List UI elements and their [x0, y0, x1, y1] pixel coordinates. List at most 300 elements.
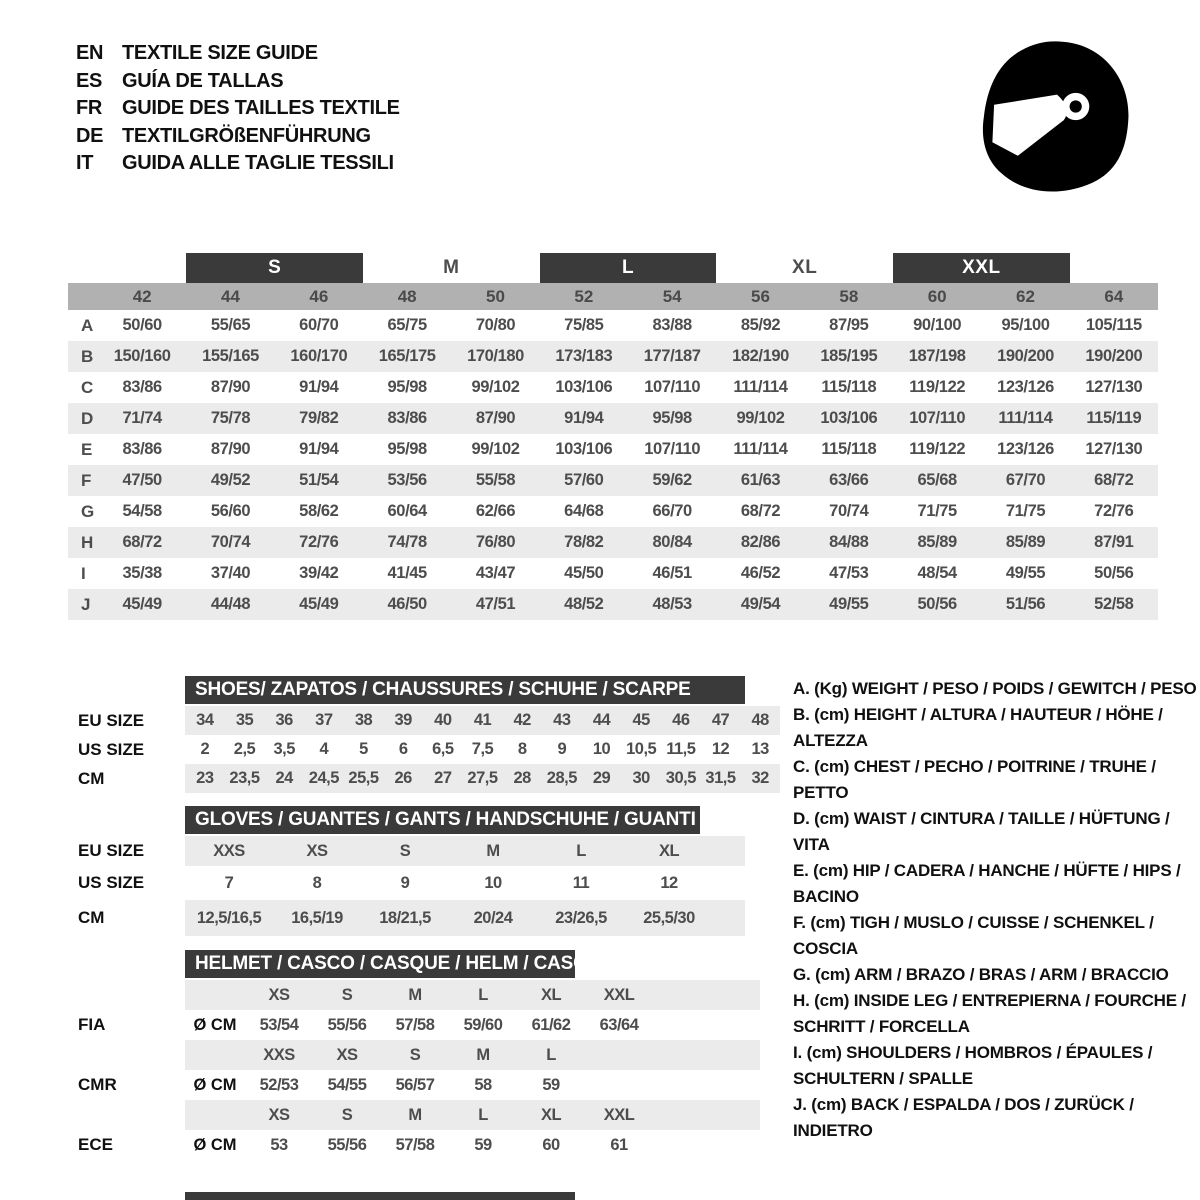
- measurement-value: 79/82: [299, 409, 339, 427]
- shoe-size-value: 47: [711, 711, 730, 729]
- measurement-value: 76/80: [475, 533, 516, 551]
- measurement-value: 85/89: [917, 533, 957, 551]
- table-row-J: [68, 589, 1158, 620]
- table-row-E: [68, 434, 1158, 465]
- shoe-size-value: 8: [517, 740, 527, 758]
- numeric-size: 42: [132, 286, 152, 306]
- table-row-C: [68, 372, 1158, 403]
- measurement-value: 49/52: [210, 471, 251, 489]
- shoe-size-value: 42: [513, 711, 531, 729]
- shoes-section-header: SHOES/ ZAPATOS / CHAUSSURES / SCHUHE / SCARPE: [185, 676, 745, 704]
- measurement-value: 48/52: [564, 595, 604, 613]
- helmet-row-content: [185, 1040, 760, 1070]
- measurement-value: 39/42: [299, 564, 339, 582]
- measurement-value: 87/90: [210, 378, 251, 396]
- row-letter: C: [81, 377, 94, 397]
- numeric-size: 54: [662, 286, 682, 306]
- measurement-value: 91/94: [299, 378, 339, 396]
- measurement-value: 68/72: [1094, 471, 1134, 489]
- measurement-value: 111/114: [998, 409, 1053, 427]
- shoe-size-value: 37: [315, 711, 333, 729]
- language-title: GUIDA ALLE TAGLIE TESSILI: [122, 152, 394, 174]
- table-row-D: [68, 403, 1158, 434]
- measurement-value: 123/126: [997, 440, 1054, 458]
- helmet-size-label: XS: [268, 1105, 290, 1124]
- glove-size-value: 12: [660, 873, 678, 892]
- helmet-size-value: 59: [542, 1075, 560, 1094]
- gloves-section-header: GLOVES / GUANTES / GANTS / HANDSCHUHE / GUANTI: [185, 806, 700, 834]
- shoe-size-value: 27,5: [467, 769, 498, 787]
- measurement-value: 85/92: [740, 316, 781, 334]
- legend-item: F. (cm) TIGH / MUSLO / CUISSE / SCHENKEL / COSCIA: [793, 913, 1154, 958]
- measurement-value: 182/190: [732, 347, 789, 365]
- shoe-size-value: 35: [235, 711, 254, 729]
- measurement-value: 99/102: [736, 409, 785, 427]
- measurement-value: 173/183: [555, 347, 613, 365]
- helmet-size-value: 61/62: [531, 1015, 571, 1034]
- language-title-list: [76, 40, 400, 178]
- glove-size-value: S: [399, 841, 411, 860]
- helmet-size-label: XXL: [603, 1105, 635, 1124]
- helmet-row-label: CMR: [78, 1075, 117, 1094]
- measurement-value: 187/198: [908, 347, 966, 365]
- helmet-size-value: 58: [474, 1075, 492, 1094]
- shoe-size-value: 28: [513, 769, 531, 787]
- measurement-value: 53/56: [387, 471, 427, 489]
- measurement-value: 170/180: [467, 347, 524, 365]
- racing-helmet-icon: [972, 30, 1142, 200]
- gloves-row-content: [185, 868, 745, 898]
- helmet-size-value: 52/53: [259, 1075, 299, 1094]
- helmet-size-value: 53/54: [259, 1015, 299, 1034]
- main-size-number-row: [68, 283, 1158, 310]
- shoe-size-value: 6,5: [432, 740, 454, 758]
- shoe-size-value: 7,5: [471, 740, 494, 758]
- shoe-size-value: 6: [398, 740, 408, 758]
- measurement-value: 75/85: [564, 316, 604, 334]
- shoe-size-value: 30,5: [665, 769, 696, 787]
- glove-size-value: 20/24: [473, 908, 513, 927]
- measurement-value: 190/200: [1085, 347, 1143, 365]
- measurement-value: 185/195: [820, 347, 878, 365]
- row-letter: A: [81, 315, 94, 335]
- helmet-size-label: L: [478, 1105, 488, 1124]
- shoe-size-value: 32: [751, 769, 769, 787]
- language-row: [76, 68, 400, 96]
- measurement-value: 70/74: [829, 502, 869, 520]
- measurement-value: 46/52: [740, 564, 781, 582]
- shoes-row-label: CM: [78, 768, 105, 788]
- language-code: IT: [76, 152, 94, 174]
- measurement-value: 84/88: [829, 533, 869, 551]
- main-size-group-row: [68, 253, 1158, 283]
- shoe-size-value: 10,5: [626, 740, 657, 758]
- shoe-size-value: 43: [553, 711, 571, 729]
- measurement-value: 45/49: [122, 595, 162, 613]
- measurement-value: 82/86: [740, 533, 781, 551]
- language-title: GUÍA DE TALLAS: [122, 69, 284, 92]
- measurement-value: 87/90: [475, 409, 516, 427]
- shoes-row-content: [185, 764, 780, 793]
- measurement-value: 56/60: [210, 502, 251, 520]
- helmet-size-value: 57/58: [395, 1015, 435, 1034]
- helmet-size-value: 55/56: [327, 1135, 367, 1154]
- glove-size-value: 7: [224, 873, 234, 892]
- helmet-size-label: XL: [540, 1105, 562, 1124]
- helmet-size-value: 59: [474, 1135, 492, 1154]
- glove-size-value: 23/26,5: [555, 908, 607, 927]
- helmet-size-label: L: [546, 1045, 556, 1064]
- shoe-size-value: 28,5: [546, 769, 577, 787]
- measurement-value: 61/63: [740, 471, 781, 489]
- language-title: GUIDE DES TAILLES TEXTILE: [122, 97, 400, 119]
- table-row-I: [68, 558, 1158, 589]
- glove-size-value: XXS: [213, 841, 245, 860]
- measurement-value: 105/115: [1085, 316, 1142, 334]
- shoe-size-value: 23: [196, 769, 214, 787]
- measurement-value: 127/130: [1085, 378, 1143, 396]
- measurement-value: 95/98: [387, 440, 427, 458]
- measurement-value: 95/100: [1001, 316, 1050, 334]
- numeric-size: 50: [486, 286, 505, 306]
- measurement-value: 165/175: [378, 347, 436, 365]
- measurement-value: 45/50: [564, 564, 604, 582]
- glove-size-value: 9: [400, 873, 410, 892]
- language-row: [76, 95, 400, 123]
- measurement-value: 47/50: [122, 471, 162, 489]
- measurement-value: 85/89: [1005, 533, 1046, 551]
- measurement-value: 71/75: [917, 502, 957, 520]
- measurement-value: 57/60: [564, 471, 604, 489]
- measurement-value: 99/102: [471, 440, 520, 458]
- measurement-value: 91/94: [564, 409, 604, 427]
- helmet-size-label: XXL: [603, 985, 635, 1004]
- gloves-row-label: EU SIZE: [78, 841, 145, 860]
- shoe-size-value: 45: [632, 711, 650, 729]
- legend-item: J. (cm) BACK / ESPALDA / DOS / ZURÜCK / INDIETRO: [793, 1095, 1134, 1140]
- measurement-value: 51/54: [299, 471, 339, 489]
- measurement-value: 115/118: [821, 378, 877, 396]
- helmet-row-label: FIA: [78, 1015, 106, 1034]
- helmet-size-label: M: [408, 1105, 422, 1124]
- language-code: ES: [76, 69, 103, 92]
- legend-item: A. (Kg) WEIGHT / PESO / POIDS / GEWITCH / PESO: [793, 679, 1197, 698]
- measurement-value: 111/114: [733, 378, 788, 396]
- helmet-size-value: 61: [610, 1135, 628, 1154]
- measurement-value: 46/51: [652, 564, 692, 582]
- shoe-size-value: 23,5: [229, 769, 260, 787]
- legend-item: D. (cm) WAIST / CINTURA / TAILLE / HÜFTUNG / VITA: [793, 809, 1170, 854]
- numeric-size: 58: [839, 286, 859, 306]
- measurement-value: 107/110: [644, 440, 701, 458]
- measurement-value: 190/200: [997, 347, 1054, 365]
- shoe-size-value: 24: [275, 769, 293, 787]
- shoe-size-value: 11,5: [666, 740, 696, 758]
- diameter-unit-label: Ø CM: [193, 1015, 237, 1034]
- helmet-row-content: [185, 980, 760, 1010]
- helmet-section-header: HELMET / CASCO / CASQUE / HELM / CASCO: [185, 950, 575, 978]
- row-letter: E: [81, 439, 93, 459]
- helmet-size-value: 55/56: [327, 1015, 367, 1034]
- size-group-XXL: XXL: [893, 253, 1070, 283]
- measurement-value: 83/86: [122, 440, 162, 458]
- shoe-size-value: 26: [394, 769, 412, 787]
- helmet-size-value: 59/60: [463, 1015, 503, 1034]
- measurement-value: 72/76: [1094, 502, 1134, 520]
- measurement-value: 67/70: [1005, 471, 1046, 489]
- helmet-size-label: M: [408, 985, 422, 1004]
- measurement-value: 74/78: [387, 533, 427, 551]
- row-letter: B: [81, 346, 94, 366]
- language-code: EN: [76, 42, 104, 64]
- measurement-value: 91/94: [299, 440, 339, 458]
- measurement-value: 58/62: [299, 502, 339, 520]
- legend-item: I. (cm) SHOULDERS / HOMBROS / ÉPAULES / SCHULTERN / SPALLE: [793, 1043, 1153, 1088]
- language-row: [76, 150, 400, 178]
- measurement-value: 150/160: [113, 347, 171, 365]
- table-row-H: [68, 527, 1158, 558]
- glove-size-value: 16,5/19: [291, 908, 343, 927]
- helmet-row-content: [185, 1100, 760, 1130]
- shoe-size-value: 12: [711, 740, 730, 758]
- shoe-size-value: 34: [196, 711, 214, 729]
- shoe-size-value: 40: [434, 711, 452, 729]
- measurement-value: 115/119: [1086, 409, 1142, 427]
- measurement-value: 41/45: [387, 564, 427, 582]
- helmet-size-label: XS: [336, 1045, 358, 1064]
- measurement-value: 60/70: [299, 316, 339, 334]
- measurement-value: 49/54: [740, 595, 781, 613]
- measurement-value: 71/74: [122, 409, 162, 427]
- measurement-value: 119/122: [909, 440, 966, 458]
- measurement-value: 95/98: [387, 378, 427, 396]
- measurement-value: 47/51: [475, 595, 516, 613]
- shoe-size-value: 29: [592, 769, 611, 787]
- shoes-row-content: [185, 735, 780, 764]
- shoe-size-value: 24,5: [308, 769, 339, 787]
- measurement-value: 70/74: [210, 533, 251, 551]
- shoes-row-content: [185, 706, 780, 735]
- shoe-size-value: 13: [751, 740, 769, 758]
- gloves-row-content: [185, 900, 745, 936]
- shoe-size-value: 25,5: [348, 769, 379, 787]
- size-group-M: M: [443, 257, 460, 278]
- helmet-size-value: 57/58: [395, 1135, 435, 1154]
- measurement-value: 115/118: [821, 440, 877, 458]
- measurement-value: 71/75: [1005, 502, 1046, 520]
- row-letter: H: [81, 532, 94, 552]
- shoe-size-value: 3,5: [273, 740, 295, 758]
- measurement-value: 55/65: [210, 316, 251, 334]
- helmet-size-value: 54/55: [327, 1075, 367, 1094]
- measurement-value: 35/38: [122, 564, 162, 582]
- shoes-row-label: EU SIZE: [78, 710, 145, 730]
- shoe-size-value: 38: [354, 711, 373, 729]
- helmet-row-content: [185, 1070, 760, 1100]
- shoe-size-value: 2: [200, 740, 210, 758]
- measurement-value: 72/76: [299, 533, 339, 551]
- helmet-size-value: 53: [270, 1135, 288, 1154]
- spacer-cell: [185, 1040, 245, 1070]
- measurement-value: 50/56: [917, 595, 957, 613]
- measurement-value: 68/72: [740, 502, 781, 520]
- measurement-value: 127/130: [1085, 440, 1143, 458]
- measurement-value: 95/98: [652, 409, 692, 427]
- legend-item: H. (cm) INSIDE LEG / ENTREPIERNA / FOURCHE / SCHRITT / FORCELLA: [793, 991, 1186, 1036]
- helmet-size-value: 60: [542, 1135, 560, 1154]
- spacer-cell: [185, 1100, 245, 1130]
- legend-item: G. (cm) ARM / BRAZO / BRAS / ARM / BRACCIO: [793, 965, 1169, 984]
- shoe-size-value: 4: [319, 740, 329, 758]
- measurement-value: 51/56: [1005, 595, 1046, 613]
- measurement-value: 177/187: [643, 347, 701, 365]
- numeric-size: 46: [309, 286, 329, 306]
- helmet-size-label: XXS: [263, 1045, 295, 1064]
- measurement-value: 78/82: [564, 533, 604, 551]
- glove-size-value: L: [576, 841, 586, 860]
- language-title: TEXTILE SIZE GUIDE: [122, 42, 318, 64]
- spacer-cell: [185, 980, 245, 1010]
- measurement-value: 59/62: [652, 471, 692, 489]
- measurement-value: 60/64: [387, 502, 427, 520]
- shoes-row-label: US SIZE: [78, 739, 145, 759]
- measurement-value: 103/106: [555, 378, 613, 396]
- measurement-value: 54/58: [122, 502, 162, 520]
- measurement-value: 45/49: [299, 595, 339, 613]
- shoe-size-value: 5: [359, 740, 368, 758]
- measurement-value: 107/110: [909, 409, 966, 427]
- glove-size-value: 10: [484, 873, 502, 892]
- shoe-size-value: 41: [473, 711, 492, 729]
- measurement-value: 66/70: [652, 502, 692, 520]
- measurement-value: 155/165: [202, 347, 259, 365]
- measurement-value: 55/58: [475, 471, 516, 489]
- shoe-size-value: 27: [434, 769, 452, 787]
- legend-item: C. (cm) CHEST / PECHO / POITRINE / TRUHE / PETTO: [793, 757, 1156, 802]
- row-letter: J: [81, 594, 91, 614]
- helmet-size-value: 56/57: [395, 1075, 435, 1094]
- numeric-size: 64: [1104, 286, 1124, 306]
- measurement-value: 62/66: [475, 502, 516, 520]
- measurement-value: 111/114: [733, 440, 788, 458]
- glove-size-value: 12,5/16,5: [196, 908, 262, 927]
- measurement-value: 83/86: [122, 378, 162, 396]
- numeric-size: 52: [574, 286, 594, 306]
- shoe-size-value: 2,5: [233, 740, 256, 758]
- glove-size-value: 8: [312, 873, 322, 892]
- numeric-size: 44: [221, 286, 240, 306]
- corner-cell: [68, 283, 98, 310]
- helmet-row-content: [185, 1010, 760, 1040]
- measurement-value: 49/55: [829, 595, 869, 613]
- measurement-value: 46/50: [387, 595, 427, 613]
- numeric-size: 62: [1016, 286, 1035, 306]
- legend-item: B. (cm) HEIGHT / ALTURA / HAUTEUR / HÖHE / ALTEZZA: [793, 705, 1163, 750]
- helmet-row-label: ECE: [78, 1135, 113, 1154]
- measurement-value: 65/75: [387, 316, 427, 334]
- glove-size-value: XS: [306, 841, 328, 860]
- measurement-value: 87/95: [829, 316, 869, 334]
- measurement-value: 49/55: [1005, 564, 1046, 582]
- row-letter: F: [81, 470, 92, 490]
- shoe-size-value: 44: [592, 711, 611, 729]
- glove-size-value: 18/21,5: [379, 908, 431, 927]
- language-row: [76, 40, 400, 68]
- measurement-value: 52/58: [1094, 595, 1134, 613]
- measurement-value: 103/106: [555, 440, 613, 458]
- gloves-row-content: [185, 836, 745, 866]
- helmet-size-value: 63/64: [599, 1015, 639, 1034]
- measurement-value: 48/54: [917, 564, 957, 582]
- table-row-F: [68, 465, 1158, 496]
- helmet-row-content: [185, 1130, 760, 1160]
- measurement-value: 70/80: [475, 316, 516, 334]
- legend-item: E. (cm) HIP / CADERA / HANCHE / HÜFTE / HIPS / BACINO: [793, 861, 1181, 906]
- diameter-unit-label: Ø CM: [193, 1135, 237, 1154]
- glove-size-value: M: [486, 841, 500, 860]
- glove-size-value: 11: [572, 873, 590, 892]
- language-row: [76, 123, 400, 151]
- shoe-size-value: 36: [275, 711, 293, 729]
- measurement-value: 119/122: [909, 378, 966, 396]
- measurement-value: 48/53: [652, 595, 692, 613]
- helmet-size-label: XS: [268, 985, 290, 1004]
- row-letter: G: [81, 501, 95, 521]
- helmet-size-label: S: [409, 1045, 421, 1064]
- shoe-size-value: 30: [632, 769, 650, 787]
- measurement-value: 50/56: [1094, 564, 1134, 582]
- helmet-size-label: M: [476, 1045, 490, 1064]
- size-group-L: L: [540, 253, 717, 283]
- numeric-size: 48: [397, 286, 417, 306]
- size-group-XL: XL: [792, 257, 818, 278]
- measurement-value: 80/84: [652, 533, 692, 551]
- table-row-A: [68, 310, 1158, 341]
- language-code: FR: [76, 97, 103, 119]
- shoe-size-value: 39: [394, 711, 412, 729]
- measurement-value: 83/86: [387, 409, 427, 427]
- measurement-value: 43/47: [475, 564, 516, 582]
- numeric-size: 60: [927, 286, 947, 306]
- table-row-G: [68, 496, 1158, 527]
- row-letter: I: [81, 563, 86, 583]
- language-code: DE: [76, 124, 104, 147]
- diameter-unit-label: Ø CM: [193, 1075, 237, 1094]
- measurement-value: 160/170: [290, 347, 348, 365]
- measurement-value: 47/53: [829, 564, 869, 582]
- measurement-value: 50/60: [122, 316, 162, 334]
- gloves-row-label: CM: [78, 908, 105, 927]
- helmet-size-label: XL: [540, 985, 562, 1004]
- glove-size-value: XL: [658, 841, 680, 860]
- measurement-value: 99/102: [471, 378, 520, 396]
- table-row-B: [68, 341, 1158, 372]
- row-letter: D: [81, 408, 94, 428]
- measurement-value: 103/106: [820, 409, 878, 427]
- helmet-size-label: S: [341, 985, 353, 1004]
- measurement-value: 37/40: [210, 564, 251, 582]
- measurement-value: 68/72: [122, 533, 162, 551]
- shoe-size-value: 46: [672, 711, 690, 729]
- size-group-S: S: [186, 253, 363, 283]
- measurement-legend: [793, 676, 1197, 1144]
- measurement-value: 65/68: [917, 471, 957, 489]
- measurement-value: 83/88: [652, 316, 692, 334]
- measurement-value: 107/110: [644, 378, 701, 396]
- shoe-size-value: 31,5: [705, 769, 736, 787]
- measurement-value: 75/78: [210, 409, 251, 427]
- shoe-size-value: 48: [751, 711, 769, 729]
